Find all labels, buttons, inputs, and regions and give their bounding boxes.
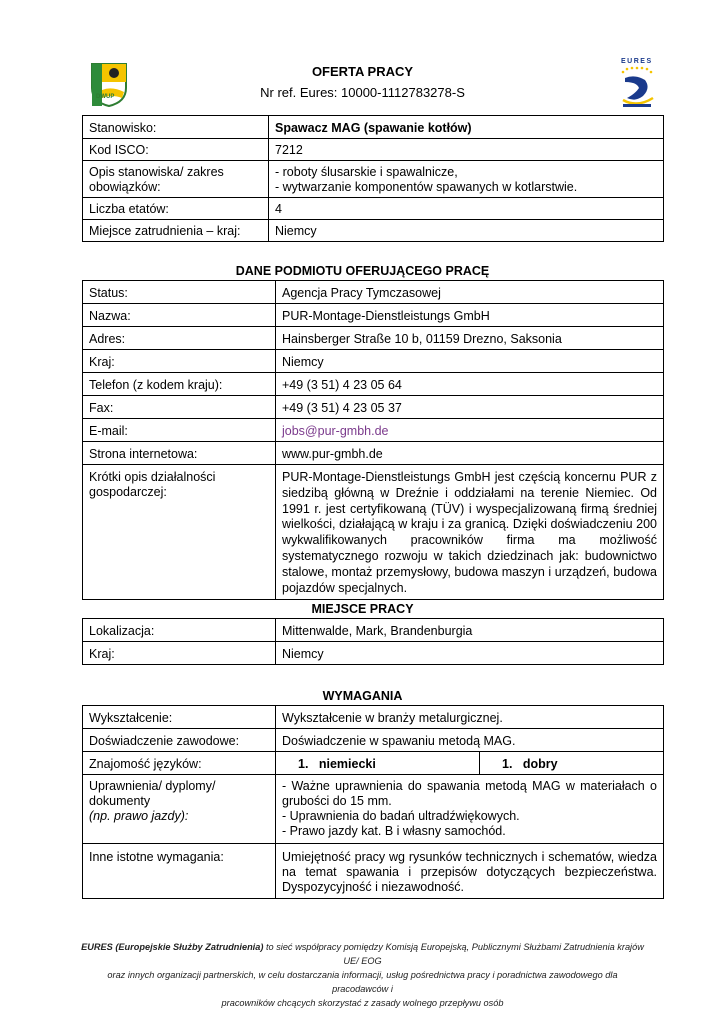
duties-line: - roboty ślusarskie i spawalnicze, bbox=[275, 165, 458, 179]
requirements-section-title: WYMAGANIA bbox=[322, 689, 403, 703]
row-label: Adres: bbox=[83, 327, 276, 350]
fax-value: +49 (3 51) 4 23 05 37 bbox=[276, 396, 664, 419]
education-value: Wykształcenie w branży metalurgicznej. bbox=[276, 706, 664, 729]
row-label: E-mail: bbox=[83, 419, 276, 442]
table-row bbox=[83, 619, 664, 642]
company-name-value: PUR-Montage-Dienstleistungs GmbH bbox=[276, 304, 664, 327]
footer-line bbox=[80, 940, 645, 968]
table-row bbox=[83, 729, 664, 752]
dwup-logo-text: DWUP bbox=[96, 94, 115, 100]
table-row bbox=[83, 465, 664, 600]
workplace-table bbox=[82, 618, 664, 665]
licenses-label-example: (np. prawo jazdy): bbox=[89, 809, 189, 823]
email-link[interactable]: jobs@pur-gmbh.de bbox=[276, 419, 664, 442]
row-label: Opis stanowiska/ zakres obowiązków: bbox=[83, 161, 269, 198]
footer-line-rest: to sieć współpracy pomiędzy Komisją Europejską, Publicznymi Służbami Zatrudnienia krajów UE/ EOG bbox=[263, 942, 644, 966]
license-line: - Uprawnienia do badań ultradźwiękowych. bbox=[282, 809, 520, 823]
table-row bbox=[83, 752, 664, 775]
row-label bbox=[83, 775, 276, 844]
duties-line: - wytwarzanie komponentów spawanych w kotlarstwie. bbox=[275, 180, 578, 194]
positions-value: 4 bbox=[269, 198, 664, 220]
row-label: Krótki opis działalności gospodarczej: bbox=[83, 465, 276, 600]
employer-table bbox=[82, 280, 664, 600]
table-row bbox=[83, 304, 664, 327]
footer-line: pracowników chcących skorzystać z zasady wolnego przepływu osób bbox=[221, 998, 504, 1008]
table-row bbox=[83, 198, 664, 220]
table-row bbox=[83, 327, 664, 350]
row-label: Kraj: bbox=[83, 350, 276, 373]
table-row bbox=[83, 642, 664, 665]
row-label: Nazwa: bbox=[83, 304, 276, 327]
language-level: 1. dobry bbox=[502, 757, 558, 771]
phone-value: +49 (3 51) 4 23 05 64 bbox=[276, 373, 664, 396]
table-row bbox=[83, 161, 664, 198]
row-label: Fax: bbox=[83, 396, 276, 419]
table-row bbox=[83, 419, 664, 442]
employer-country-value: Niemcy bbox=[276, 350, 664, 373]
job-table bbox=[82, 115, 664, 242]
country-value: Niemcy bbox=[269, 220, 664, 242]
company-description: PUR-Montage-Dienstleistungs GmbH jest częścią koncernu PUR z siedzibą główną w Dreźnie i oddziałami na terenie Niemiec. Od 1991 r. jest certyfikowaną (TÜV) i wyspecjalizowaną firmą średniej wielkości, działającą w kraju i za granicą. Dzięki doświadczeniu 200 wykwalifikowanych pracowników firma ma możliwość systematycznego rozwoju w takich dziedzinach jak: budownictwo stalowe, montaż przemysłowy, budowa maszyn i urządzeń, budowa pojazdów specjalnych. bbox=[276, 465, 664, 600]
language-name: 1. niemiecki bbox=[298, 757, 376, 771]
row-label: Kod ISCO: bbox=[83, 139, 269, 161]
workplace-country-value: Niemcy bbox=[276, 642, 664, 665]
duties-value bbox=[269, 161, 664, 198]
experience-value: Doświadczenie w spawaniu metodą MAG. bbox=[276, 729, 664, 752]
table-row bbox=[83, 396, 664, 419]
row-label: Lokalizacja: bbox=[83, 619, 276, 642]
other-requirements-value: Umiejętność pracy wg rysunków technicznych i schematów, wiedza na temat spawania i przepisów dotyczących bezpieczeństwa. Dyspozycyjność i niezawodność. bbox=[276, 844, 664, 899]
row-label: Telefon (z kodem kraju): bbox=[83, 373, 276, 396]
table-row bbox=[83, 775, 664, 844]
job-title-value: Spawacz MAG (spawanie kotłów) bbox=[269, 116, 664, 139]
table-row bbox=[83, 220, 664, 242]
row-label: Strona internetowa: bbox=[83, 442, 276, 465]
reference-number: Nr ref. Eures: 10000-1112783278-S bbox=[260, 85, 465, 100]
footer-eures-name: EURES (Europejskie Służby Zatrudnienia) bbox=[81, 942, 264, 952]
table-row bbox=[83, 373, 664, 396]
table-row bbox=[83, 350, 664, 373]
row-label: Status: bbox=[83, 281, 276, 304]
row-label: Stanowisko: bbox=[83, 116, 269, 139]
workplace-section-title: MIEJSCE PRACY bbox=[311, 602, 414, 616]
table-row bbox=[83, 844, 664, 899]
eures-logo-text: EURES bbox=[621, 58, 653, 65]
website-value: www.pur-gmbh.de bbox=[276, 442, 664, 465]
status-value: Agencja Pracy Tymczasowej bbox=[276, 281, 664, 304]
row-label: Inne istotne wymagania: bbox=[83, 844, 276, 899]
employer-section-title: DANE PODMIOTU OFERUJĄCEGO PRACĘ bbox=[235, 264, 490, 278]
table-row bbox=[83, 116, 664, 139]
licenses-label: Uprawnienia/ dyplomy/ dokumenty bbox=[89, 779, 216, 808]
table-row bbox=[83, 706, 664, 729]
location-value: Mittenwalde, Mark, Brandenburgia bbox=[276, 619, 664, 642]
language-value bbox=[276, 752, 480, 775]
row-label: Miejsce zatrudnienia – kraj: bbox=[83, 220, 269, 242]
address-value: Hainsberger Straße 10 b, 01159 Drezno, Saksonia bbox=[276, 327, 664, 350]
licenses-value bbox=[276, 775, 664, 844]
row-label: Doświadczenie zawodowe: bbox=[83, 729, 276, 752]
language-level-value bbox=[480, 752, 664, 775]
table-row bbox=[83, 139, 664, 161]
row-label: Znajomość języków: bbox=[83, 752, 276, 775]
requirements-table bbox=[82, 705, 664, 899]
table-row bbox=[83, 442, 664, 465]
document-title: OFERTA PRACY bbox=[311, 64, 414, 79]
row-label: Liczba etatów: bbox=[83, 198, 269, 220]
license-line: - Prawo jazdy kat. B i własny samochód. bbox=[282, 824, 506, 838]
row-label: Wykształcenie: bbox=[83, 706, 276, 729]
license-line: - Ważne uprawnienia do spawania metodą MAG w materiałach o grubości do 15 mm. bbox=[282, 779, 657, 808]
row-label: Kraj: bbox=[83, 642, 276, 665]
footer-line: oraz innych organizacji partnerskich, w celu dostarczania informacji, usług pośrednictwa pracy i poradnictwa zawodowego dla pracodawców i bbox=[107, 970, 618, 994]
footer-note bbox=[80, 940, 645, 1010]
isco-value: 7212 bbox=[269, 139, 664, 161]
table-row bbox=[83, 281, 664, 304]
